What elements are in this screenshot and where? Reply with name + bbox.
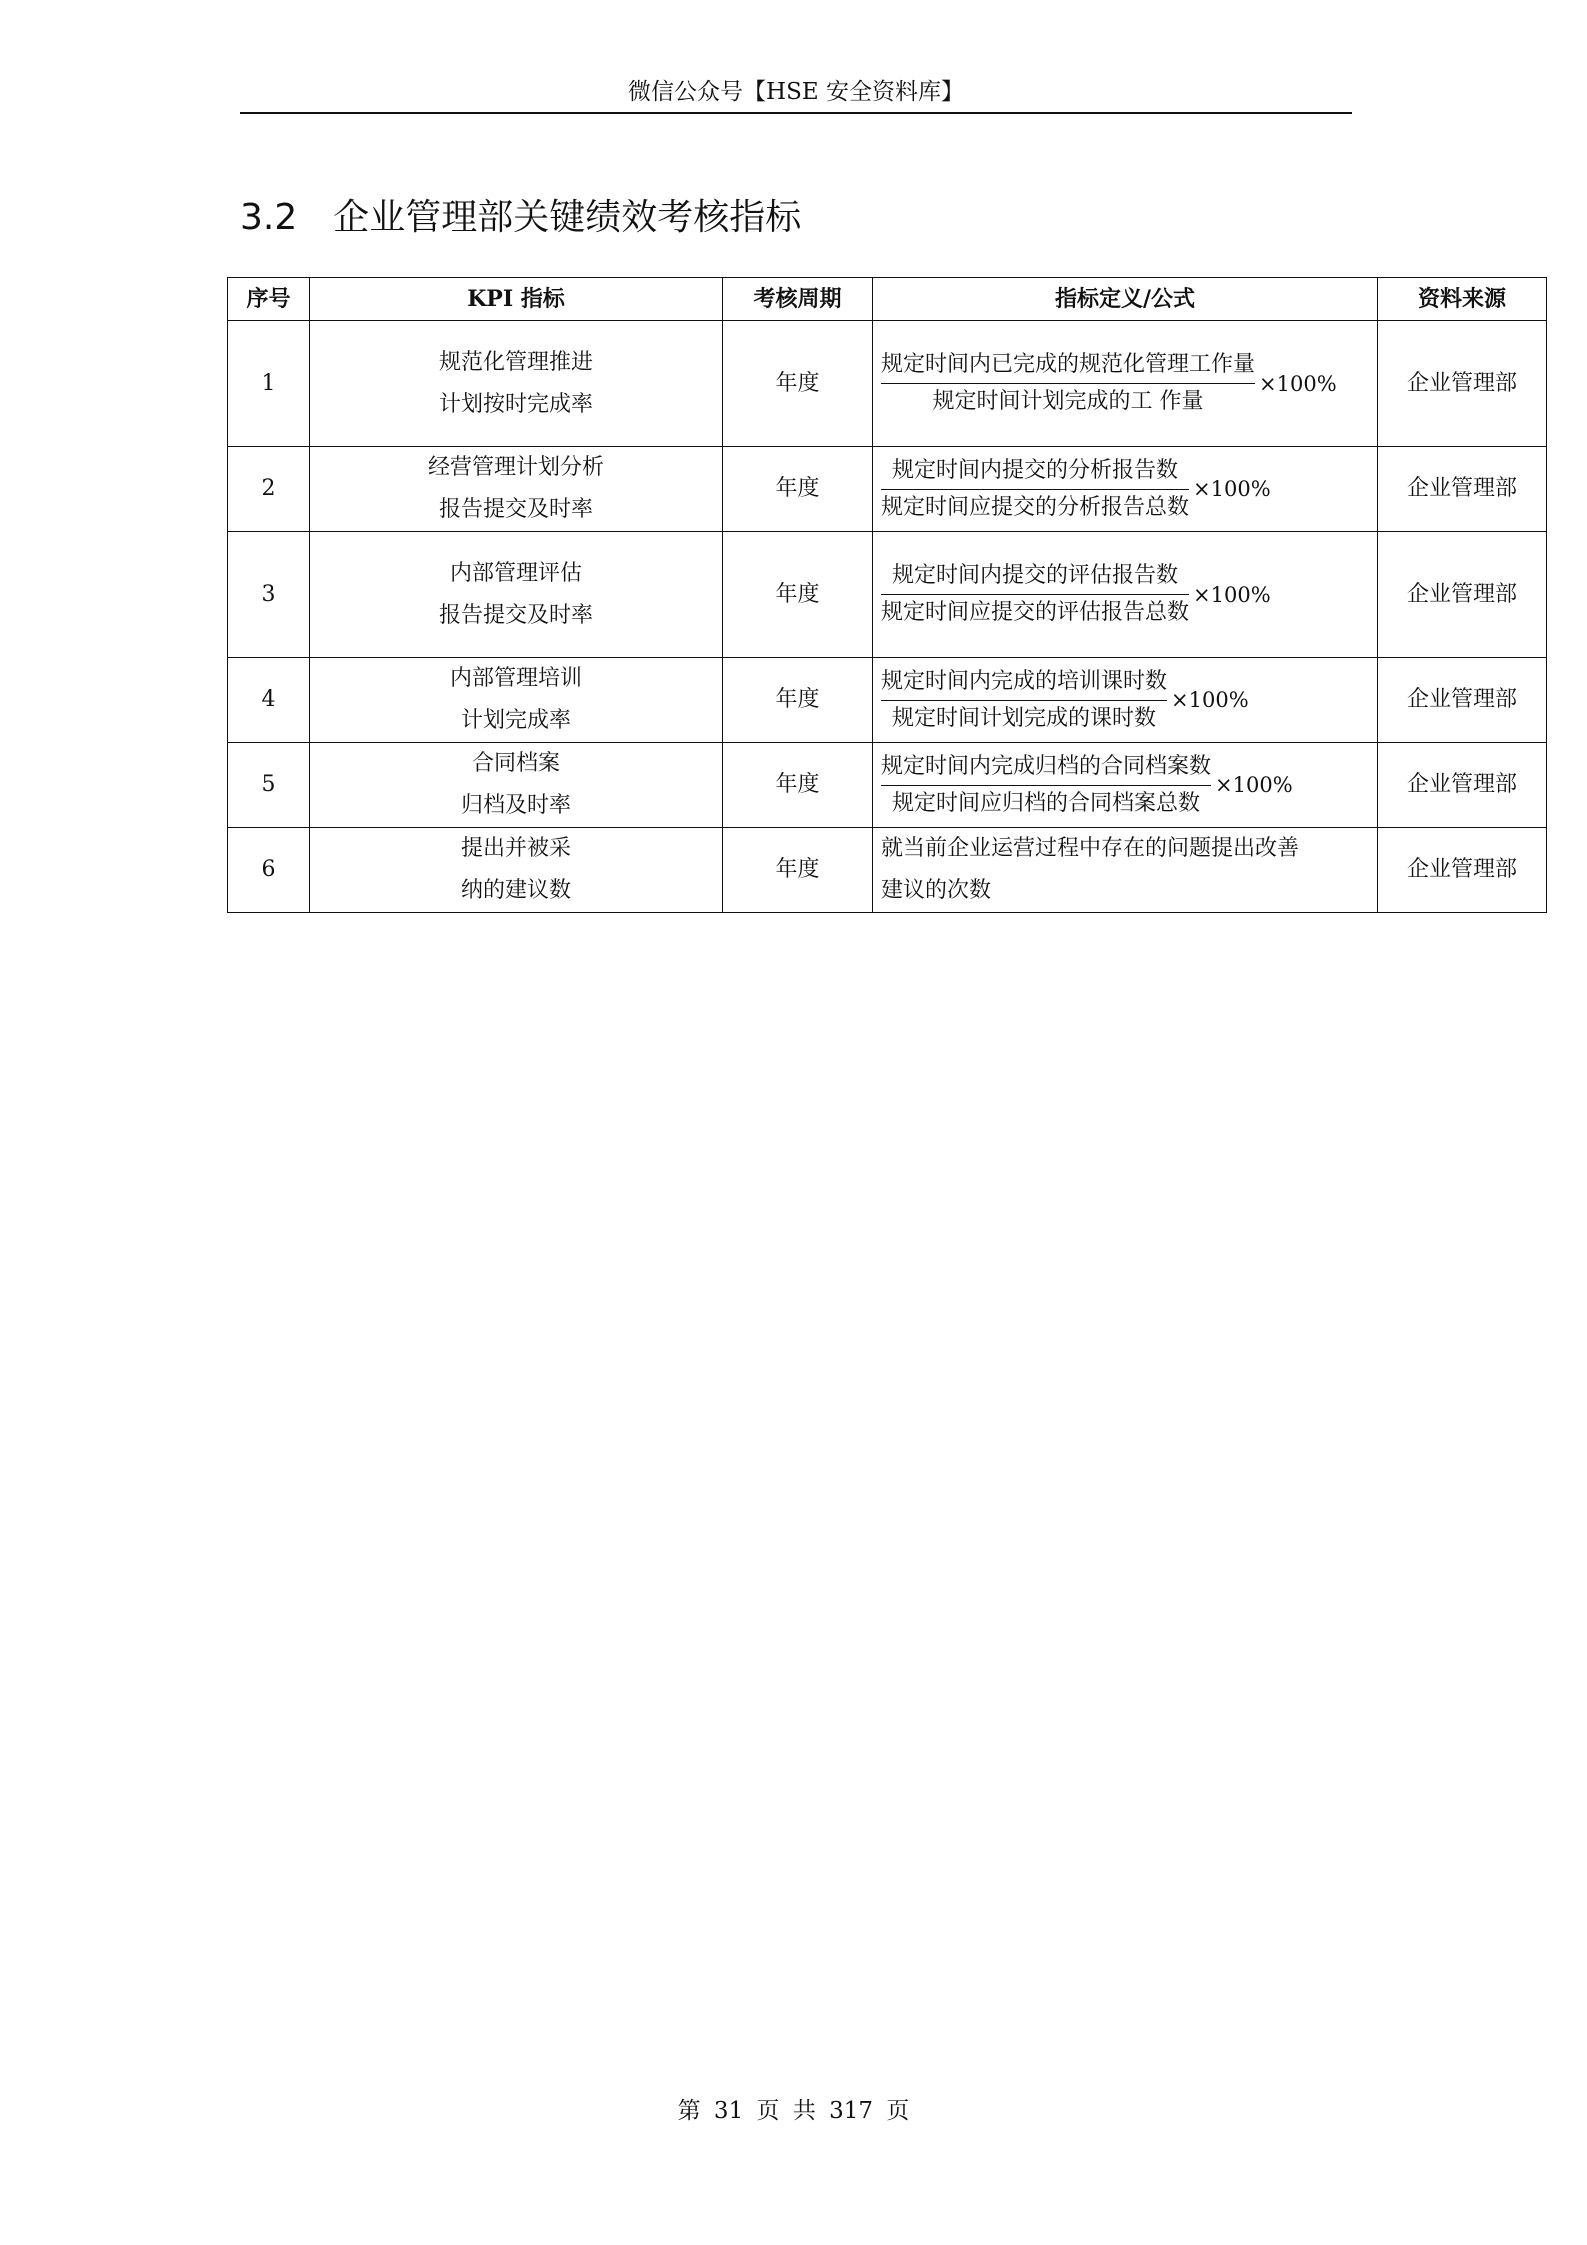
fraction <box>881 558 1189 631</box>
cell-no: 2 <box>228 447 310 532</box>
cell-period: 年度 <box>723 532 873 658</box>
kpi-name-line: 计划完成率 <box>460 708 571 733</box>
formula-denominator: 规定时间应提交的评估报告总数 <box>881 600 1190 625</box>
table-row <box>228 447 1547 532</box>
page-number-text: 第 31 页 共 317 页 <box>677 2098 910 2124</box>
fraction <box>881 749 1211 822</box>
cell-source: 企业管理部 <box>1378 828 1547 913</box>
kpi-name-line: 内部管理培训 <box>449 666 582 691</box>
formula-multiplier: ×100% <box>1171 688 1249 712</box>
formula-multiplier: ×100% <box>1193 477 1271 501</box>
fraction <box>881 664 1167 737</box>
kpi-table <box>227 277 1547 913</box>
cell-definition <box>873 447 1378 532</box>
kpi-name-line: 报告提交及时率 <box>438 497 593 522</box>
cell-period: 年度 <box>723 828 873 913</box>
cell-kpi <box>310 743 723 828</box>
header-cell-source: 资料来源 <box>1378 278 1547 321</box>
cell-definition <box>873 658 1378 743</box>
section-heading: 企业管理部关键绩效考核指标 <box>333 197 802 238</box>
kpi-name-line: 纳的建议数 <box>460 878 571 903</box>
formula-denominator: 规定时间应归档的合同档案总数 <box>892 790 1201 816</box>
table-row <box>228 321 1547 447</box>
kpi-name-line: 提出并被采 <box>460 836 571 861</box>
cell-source: 企业管理部 <box>1378 532 1547 658</box>
header-cell-no: 序号 <box>228 278 310 321</box>
cell-no: 4 <box>228 658 310 743</box>
formula-multiplier: ×100% <box>1215 773 1293 797</box>
formula-numerator: 规定时间内完成归档的合同档案数 <box>881 753 1212 779</box>
fraction <box>881 347 1255 420</box>
cell-definition <box>873 743 1378 828</box>
header-cell-kpi: KPI 指标 <box>310 278 723 321</box>
cell-definition <box>873 532 1378 658</box>
section-title <box>240 192 801 244</box>
formula-numerator: 规定时间内完成的培训课时数 <box>881 668 1168 694</box>
cell-no: 6 <box>228 828 310 913</box>
kpi-name-line: 规范化管理推进 <box>438 349 593 375</box>
cell-no: 3 <box>228 532 310 658</box>
table-row <box>228 532 1547 658</box>
formula-denominator: 规定时间应提交的分析报告总数 <box>881 494 1190 520</box>
fraction <box>881 453 1189 526</box>
formula <box>881 453 1369 526</box>
header-cell-period: 考核周期 <box>723 278 873 321</box>
page-header <box>240 74 1352 114</box>
section-number: 3.2 <box>240 197 298 238</box>
cell-period: 年度 <box>723 447 873 532</box>
header-cell-definition: 指标定义/公式 <box>873 278 1378 321</box>
formula <box>881 558 1369 631</box>
cell-kpi <box>310 321 723 447</box>
formula-numerator: 规定时间内已完成的规范化管理工作量 <box>881 352 1256 377</box>
formula-denominator: 规定时间计划完成的工 作量 <box>932 389 1204 414</box>
kpi-name-line: 报告提交及时率 <box>438 602 593 628</box>
cell-definition <box>873 828 1378 913</box>
header-text: 微信公众号【HSE 安全资料库】 <box>628 79 964 105</box>
kpi-name-line: 经营管理计划分析 <box>427 455 604 480</box>
cell-kpi <box>310 658 723 743</box>
cell-kpi <box>310 828 723 913</box>
cell-source: 企业管理部 <box>1378 447 1547 532</box>
cell-period: 年度 <box>723 658 873 743</box>
definition-text-line: 建议的次数 <box>881 878 992 903</box>
kpi-name-line: 内部管理评估 <box>449 560 582 586</box>
table-header-row <box>228 278 1547 321</box>
table-row <box>228 828 1547 913</box>
cell-kpi <box>310 447 723 532</box>
cell-source: 企业管理部 <box>1378 321 1547 447</box>
formula <box>881 749 1369 822</box>
table-row <box>228 658 1547 743</box>
formula-multiplier: ×100% <box>1193 582 1271 607</box>
cell-definition <box>873 321 1378 447</box>
formula <box>881 664 1369 737</box>
page-footer <box>0 2094 1587 2128</box>
kpi-name-line: 计划按时完成率 <box>438 391 593 417</box>
cell-period: 年度 <box>723 321 873 447</box>
formula <box>881 347 1369 420</box>
formula-multiplier: ×100% <box>1259 371 1337 396</box>
formula-numerator: 规定时间内提交的分析报告数 <box>892 457 1179 483</box>
cell-source: 企业管理部 <box>1378 743 1547 828</box>
cell-no: 5 <box>228 743 310 828</box>
kpi-name-line: 归档及时率 <box>460 793 571 818</box>
formula-numerator: 规定时间内提交的评估报告数 <box>892 563 1179 588</box>
kpi-name-line: 合同档案 <box>471 751 560 776</box>
formula-denominator: 规定时间计划完成的课时数 <box>892 705 1157 731</box>
cell-period: 年度 <box>723 743 873 828</box>
cell-kpi <box>310 532 723 658</box>
cell-source: 企业管理部 <box>1378 658 1547 743</box>
definition-text-line: 就当前企业运营过程中存在的问题提出改善 <box>881 836 1300 861</box>
cell-no: 1 <box>228 321 310 447</box>
table-row <box>228 743 1547 828</box>
